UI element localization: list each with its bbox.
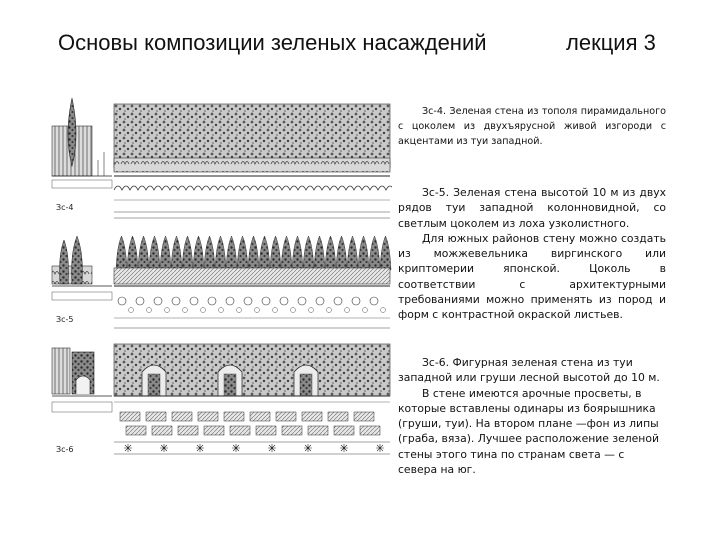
thuja-shape — [303, 236, 314, 270]
plan-rosette — [352, 297, 360, 305]
thuja-shape — [237, 236, 248, 270]
text-block-zs6 — [398, 355, 666, 477]
plan-rosette-small — [327, 308, 332, 313]
plan-rosette — [298, 297, 306, 305]
plan-box — [302, 412, 322, 421]
section-zs5 — [52, 236, 391, 328]
plan-rosette — [226, 297, 234, 305]
plan-box — [152, 426, 172, 435]
plan-box — [250, 412, 270, 421]
thuja-shape — [160, 236, 171, 270]
plan-star — [304, 444, 312, 452]
thuja-shape — [347, 236, 358, 270]
plan-rosette-small — [201, 308, 206, 313]
plan-rosette-small — [219, 308, 224, 313]
figure-label-zs4: Зс-4 — [56, 203, 74, 212]
plan-star — [268, 444, 276, 452]
arch-tree — [224, 374, 236, 396]
paragraph-zs5-south: Для южных районов стену можно создать из можжевельника виргинского или криптомерии японской. Цоколь в соответствии с архитектурными требованиями можно применять из пород и форм с контрастной окраской листьев. — [398, 231, 666, 322]
plan-rosette — [280, 297, 288, 305]
plan-box — [178, 426, 198, 435]
green-wall-drawing — [50, 96, 392, 474]
plan-box — [276, 412, 296, 421]
figure-label-zs5: Зс-5 — [56, 315, 74, 324]
plan-rosette-small — [255, 308, 260, 313]
paragraph-zs6-arches: В стене имеются арочные просветы, в которые вставлены одинары из боярышника (груши, туи). На втором плане —фон из липы (граба, вяза). Лучшее расположение зеленой стены этого тина по странам света — с севера на юг. — [398, 386, 659, 477]
plan-rosette-small — [147, 308, 152, 313]
plan-box — [256, 426, 276, 435]
plan-star — [196, 444, 204, 452]
paragraph-zs6-main: Зс-6. Фигурная зеленая стена из туи западной или груши лесной высотой до 10 м. — [398, 356, 660, 385]
arch-tree — [148, 374, 160, 396]
plan-rosette-small — [309, 308, 314, 313]
figure-label-zs6: Зс-6 — [56, 445, 74, 454]
plan-rosette-small — [165, 308, 170, 313]
plan-star — [232, 444, 240, 452]
plan-box — [224, 412, 244, 421]
thuja-shape — [182, 236, 193, 270]
thuja-shape — [116, 236, 127, 270]
plan-box — [172, 412, 192, 421]
plan-rosette-small — [291, 308, 296, 313]
thuja-shape — [138, 236, 149, 270]
thuja-shape — [281, 236, 292, 270]
thuja-shape — [314, 236, 325, 270]
section-zs4 — [52, 98, 392, 218]
thuja-shape — [325, 236, 336, 270]
thuja-shape — [226, 236, 237, 270]
plan-rosette — [136, 297, 144, 305]
plan-rosette — [370, 297, 378, 305]
plan-rosette-small — [273, 308, 278, 313]
plan-box — [126, 426, 146, 435]
plan-rosette-small — [237, 308, 242, 313]
paragraph-zs4: Зс-4. Зеленая стена из тополя пирамидального с цоколем из двухъярусной живой изгороди с акцентами из туи западной. — [398, 106, 666, 147]
thuja-shape — [270, 236, 281, 270]
plan-star — [340, 444, 348, 452]
plan-rosette-small — [345, 308, 350, 313]
plan-box — [146, 412, 166, 421]
thuja-shape — [171, 236, 182, 270]
thuja-shape — [248, 236, 259, 270]
lecture-number: лекция 3 — [566, 30, 656, 55]
plan-box — [230, 426, 250, 435]
slide-title-main: Основы композиции зеленых насаждений — [58, 30, 487, 55]
plan-rosette-small — [183, 308, 188, 313]
plan-rosette — [154, 297, 162, 305]
plan-box — [204, 426, 224, 435]
plan-rosette-small — [129, 308, 134, 313]
plan-star — [124, 444, 132, 452]
thuja-shape — [215, 236, 226, 270]
plan-box — [308, 426, 328, 435]
plan-box — [334, 426, 354, 435]
thuja-shape — [204, 236, 215, 270]
plan-box — [354, 412, 374, 421]
plan-rosette — [118, 297, 126, 305]
paragraph-zs5-main: Зс-5. Зеленая стена высотой 10 м из двух рядов туи западной колонновидной, со светлым цоколем из лоха узколистного. — [398, 186, 666, 230]
plan-rosette — [172, 297, 180, 305]
thuja-shape — [336, 236, 347, 270]
text-block-zs4 — [398, 104, 666, 149]
section-zs6 — [52, 344, 390, 454]
thuja-shape — [358, 236, 369, 270]
plan-rosette — [190, 297, 198, 305]
plan-box — [198, 412, 218, 421]
thuja-shape — [259, 236, 270, 270]
thuja-shape — [193, 236, 204, 270]
plan-rosette — [208, 297, 216, 305]
arch-tree — [300, 374, 312, 396]
plan-rosette-small — [381, 308, 386, 313]
thuja-shape — [127, 236, 138, 270]
plan-box — [282, 426, 302, 435]
plan-box — [360, 426, 380, 435]
plan-rosette — [244, 297, 252, 305]
thuja-shape — [149, 236, 160, 270]
plan-star — [376, 444, 384, 452]
plan-star — [160, 444, 168, 452]
plan-rosette — [334, 297, 342, 305]
thuja-shape — [380, 236, 391, 270]
plan-rosette — [262, 297, 270, 305]
text-block-zs5 — [398, 185, 666, 323]
thuja-shape — [292, 236, 303, 270]
plan-box — [120, 412, 140, 421]
plan-box — [328, 412, 348, 421]
plan-rosette — [316, 297, 324, 305]
plan-rosette-small — [363, 308, 368, 313]
thuja-shape — [369, 236, 380, 270]
green-wall-illustration — [50, 96, 392, 474]
